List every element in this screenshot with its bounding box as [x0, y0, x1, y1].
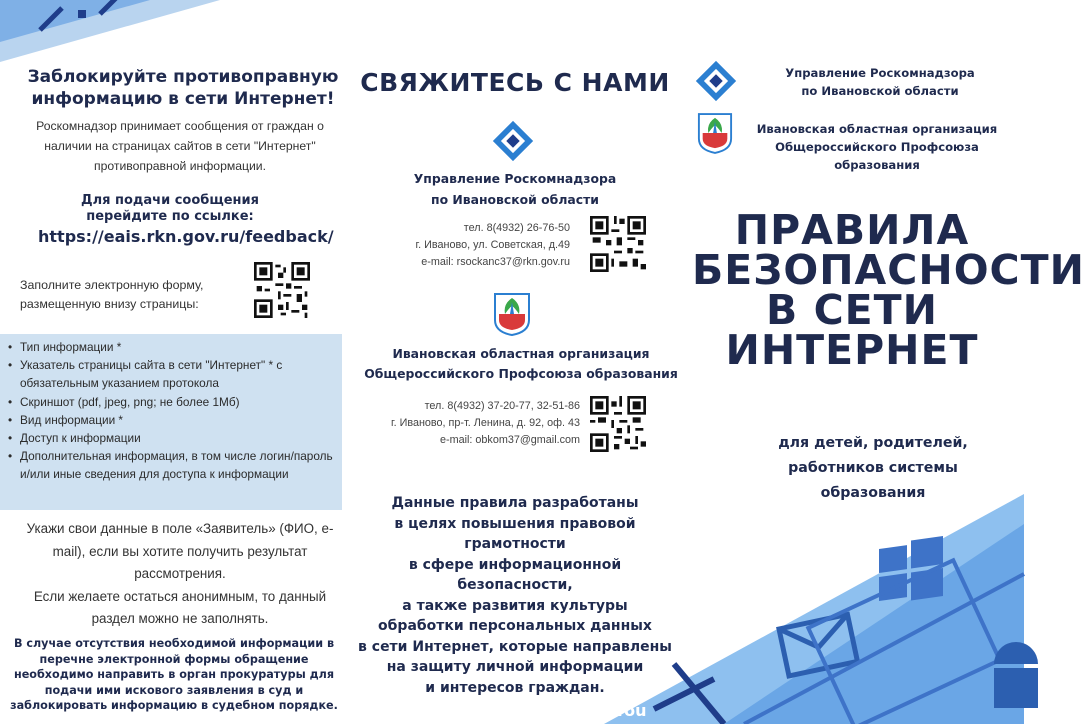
union-logo-icon	[493, 292, 531, 336]
left-heading	[18, 66, 348, 110]
right-rkn-org-name	[760, 64, 1000, 100]
purpose-line: в целях повышения правовой грамотности	[394, 515, 636, 552]
union-contacts	[354, 398, 580, 449]
list-item: • Указатель страницы сайта в сети "Интернет" * с обязательным указанием протокола	[8, 356, 338, 392]
purpose-line: а также развития культуры	[402, 597, 628, 614]
union-phone: тел. 8(4932) 37-20-77, 32-51-86	[424, 400, 580, 412]
fill-form-note-line-2: размещенную внизу страницы:	[20, 297, 199, 311]
list-item: • Дополнительная информация, в том числе логин/пароль и/или иные сведения для доступа к информации	[8, 447, 338, 483]
prosecutor-note: В случае отсутствия необходимой информации в перечне электронной формы обращение необходимо направить в орган прокуратуры для подачи ими искового заявления в суд и заблокировать информацию в судебном порядке.	[10, 637, 338, 712]
right-rkn-org-name-line-1: Управление Роскомнадзора	[785, 66, 975, 80]
rkn-org-name-line-2: по Ивановской области	[431, 192, 599, 207]
rkn-address: г. Иваново, ул. Советская, д.49	[415, 239, 570, 251]
union-org-name-line-1: Ивановская областная организация	[392, 346, 650, 361]
purpose-line: обработки персональных данных	[378, 618, 652, 634]
union-org-name	[356, 344, 686, 384]
fill-form-note-line-1: Заполните электронную форму,	[20, 278, 204, 292]
union-email[interactable]: e-mail: obkom37@gmail.com	[440, 434, 580, 446]
audience-subtitle	[748, 431, 998, 506]
list-item: • Скриншот (pdf, jpeg, png; не более 1Мб)	[8, 393, 338, 411]
audience-line: образования	[820, 485, 926, 501]
feedback-link[interactable]: https://eais.rkn.gov.ru/feedback/	[38, 227, 334, 246]
rkn-email[interactable]: e-mail: rsockanc37@rkn.gov.ru	[421, 256, 570, 268]
rkn-org-name	[380, 168, 650, 210]
union-org-name-line-2: Общероссийского Профсоюза образования	[364, 366, 678, 381]
audience-line: работников системы	[788, 460, 958, 476]
rkn-org-name-line-1: Управление Роскомнадзора	[413, 171, 617, 186]
anonymous-paragraph: Если желаете остаться анонимным, то данный раздел можно не заполнять.	[33, 588, 327, 626]
link-instructions	[40, 193, 300, 225]
rkn-logo-icon	[697, 62, 735, 100]
purpose-line: в сфере информационной безопасности,	[408, 556, 622, 593]
right-rkn-org-name-line-2: по Ивановской области	[801, 84, 959, 98]
purpose-line: Данные правила разработаны	[391, 495, 639, 511]
fill-form-note	[20, 276, 250, 314]
link-instructions-line-1: Для подачи сообщения	[81, 193, 259, 208]
svg-text:You: You	[614, 701, 647, 720]
applicant-paragraph: Укажи свои данные в поле «Заявитель» (ФИО, e-mail), если вы хотите получить результат рассмотрения.	[26, 521, 334, 581]
brochure-title-line: В СЕТИ	[766, 286, 938, 334]
qr-code-union	[590, 396, 646, 452]
right-union-org-name-line-2: Общероссийского Профсоюза образования	[775, 140, 979, 172]
union-logo-icon	[697, 112, 733, 154]
right-union-org-name	[732, 120, 1022, 174]
union-address: г. Иваново, пр-т. Ленина, д. 92, оф. 43	[390, 417, 580, 429]
brochure-title	[692, 206, 1085, 374]
rkn-logo-icon	[494, 122, 532, 160]
decorative-corner-top-left	[0, 0, 220, 75]
rkn-intro-paragraph: Роскомнадзор принимает сообщения от граждан о наличии на страницах сайтов в сети "Интернет" противоправной информации.	[36, 119, 324, 173]
brochure-title-line: БЕЗОПАСНОСТИ	[692, 246, 1085, 294]
purpose-line: и интересов граждан.	[425, 679, 605, 696]
left-heading-line-2: информацию в сети Интернет!	[31, 89, 335, 109]
qr-code-rkn	[590, 216, 646, 272]
list-item: • Доступ к информации	[8, 429, 338, 447]
rkn-contacts	[360, 220, 570, 271]
purpose-line: в сети Интернет, которые направлены	[358, 638, 672, 655]
required-fields-list	[8, 338, 338, 484]
link-instructions-line-2: перейдите по ссылке:	[86, 209, 254, 224]
rkn-phone: тел. 8(4932) 26-76-50	[463, 222, 570, 234]
brochure-title-line: ПРАВИЛА	[734, 206, 970, 254]
qr-code-feedback	[254, 262, 310, 318]
brochure-title-line: ИНТЕРНЕТ	[725, 326, 979, 374]
purpose-line: на защиту личной информации	[386, 659, 644, 675]
right-union-org-name-line-1: Ивановская областная организация	[756, 122, 998, 136]
contact-title: СВЯЖИТЕСЬ С НАМИ	[360, 68, 670, 97]
audience-line: для детей, родителей,	[778, 435, 968, 451]
list-item: • Вид информации *	[8, 411, 338, 429]
list-item: • Тип информации *	[8, 338, 338, 356]
applicant-instructions	[14, 518, 346, 631]
left-heading-line-1: Заблокируйте противоправную	[27, 67, 339, 87]
purpose-statement	[350, 493, 680, 698]
